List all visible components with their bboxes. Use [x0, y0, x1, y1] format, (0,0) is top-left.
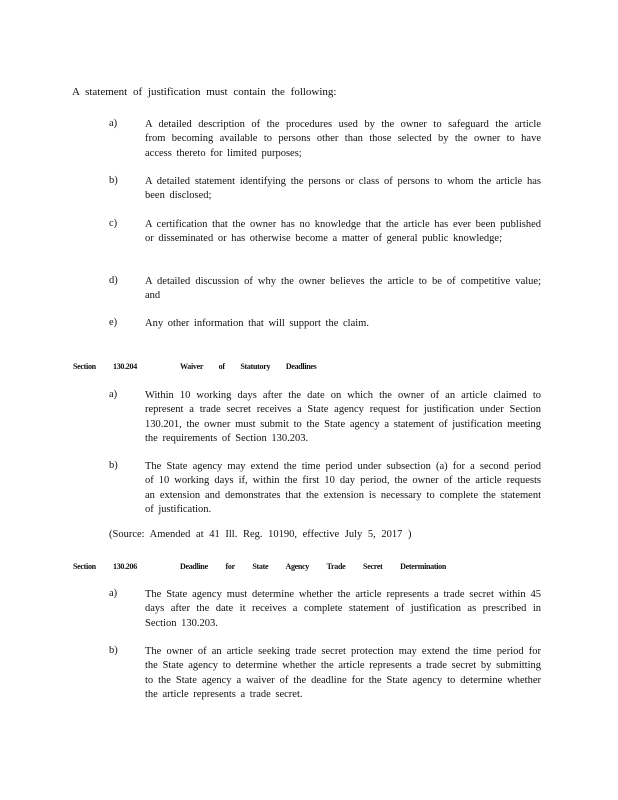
- item-text: Any other information that will support the claim.: [145, 318, 369, 329]
- item-text: The State agency may extend the time period under subsection (a) for a second period of 10 working days if, within the first 10 day period, the owner of the article requests an extension and demonstrates that the extension is necessary to complete the statement of justification.: [145, 461, 541, 516]
- item-marker: b): [109, 175, 118, 186]
- item-text: The State agency must determine whether the article represents a trade secret within 45 days after the date it receives a complete statement of justification as prescribed in Section 130.203.: [145, 589, 541, 629]
- section-title: Waiver of Statutory Deadlines: [180, 362, 317, 371]
- section-label: Section: [73, 562, 96, 571]
- item-text: A detailed description of the procedures used by the owner to safeguard the article from becoming available to persons other than those selected by the owner to have access thereto for limited purposes;: [145, 119, 541, 159]
- intro-sentence: A statement of justification must contain the following:: [72, 86, 337, 98]
- item-marker: c): [109, 218, 118, 229]
- item-text: A detailed discussion of why the owner believes the article to be of competitive value; and: [145, 276, 541, 302]
- item-marker: b): [109, 460, 118, 471]
- item-text: A certification that the owner has no knowledge that the article has ever been published or disseminated or has otherwise become a matter of general public knowledge;: [145, 219, 541, 245]
- source-note: (Source: Amended at 41 Ill. Reg. 10190, effective July 5, 2017 ): [109, 529, 412, 540]
- item-marker: a): [109, 588, 118, 599]
- item-marker: d): [109, 275, 118, 286]
- item-text: The owner of an article seeking trade secret protection may extend the time period for the State agency to determine whether the article represents a trade secret by submitting to the State agency a waiver of the deadline for the State agency to determine whether the article represents a trade secret.: [145, 646, 541, 701]
- section-number: 130.204: [113, 362, 137, 371]
- section-label: Section: [73, 362, 96, 371]
- item-marker: b): [109, 645, 118, 656]
- item-marker: a): [109, 389, 118, 400]
- item-text: Within 10 working days after the date on which the owner of an article claimed to represent a trade secret receives a State agency request for justification under Section 130.201, the owner must submit to the State agency a statement of justification meeting the requirements of Section 130.203.: [145, 390, 541, 445]
- item-marker: e): [109, 317, 118, 328]
- section-number: 130.206: [113, 562, 137, 571]
- item-marker: a): [109, 118, 118, 129]
- item-text: A detailed statement identifying the persons or class of persons to whom the article has been disclosed;: [145, 176, 541, 202]
- section-title: Deadline for State Agency Trade Secret Determination: [180, 562, 446, 571]
